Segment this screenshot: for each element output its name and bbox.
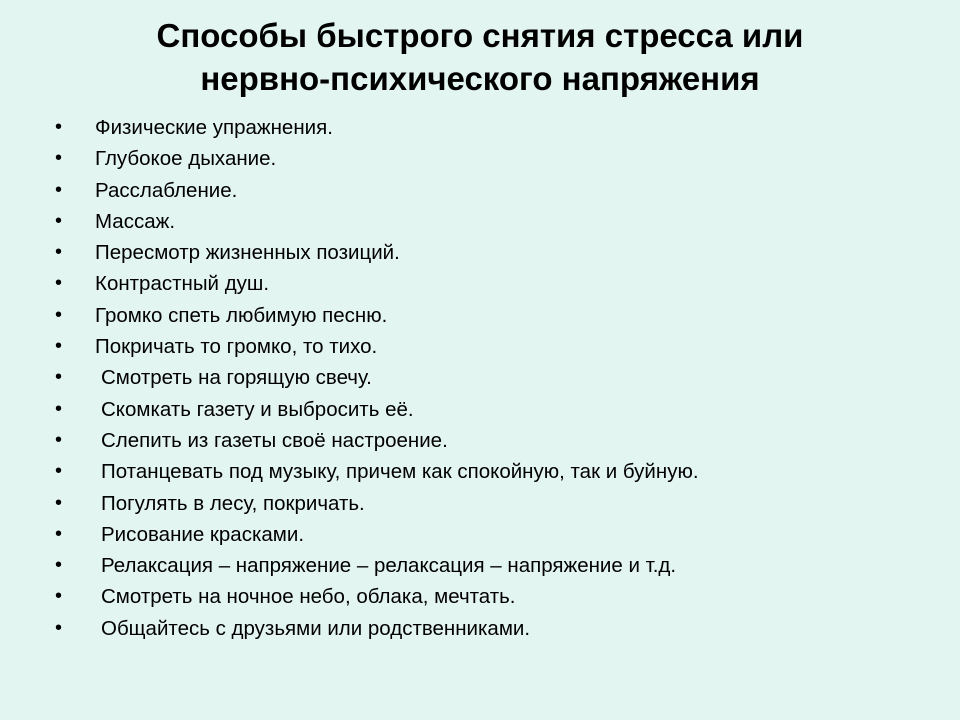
list-item: [55, 488, 935, 519]
bullet-icon: •: [55, 178, 63, 201]
bullet-icon: •: [55, 522, 63, 545]
list-item: [55, 550, 935, 581]
list-item-text: Контрастный душ.: [95, 272, 270, 296]
list-item-text: Смотреть на горящую свечу.: [101, 366, 372, 390]
bullet-icon: •: [55, 366, 63, 389]
list-item: [55, 175, 935, 206]
list-item-text: Глубокое дыхание.: [95, 147, 277, 171]
bullet-icon: •: [55, 616, 63, 639]
list-item: [55, 456, 935, 487]
list-item-text: Общайтесь с друзьями или родственниками.: [101, 616, 531, 640]
bullet-icon: •: [55, 147, 63, 170]
slide-title-line-2: нервно-психического напряжения: [200, 60, 760, 97]
slide-title: [40, 14, 920, 100]
list-item: [55, 268, 935, 299]
bullet-icon: •: [55, 116, 63, 138]
list-item-text: Слепить из газеты своё настроение.: [101, 428, 448, 452]
list-item: [55, 112, 935, 143]
bullet-icon: •: [55, 335, 63, 358]
list-item-text: Расслабление.: [95, 178, 238, 202]
list-item: [55, 331, 935, 362]
bullet-icon: •: [55, 241, 63, 264]
bullet-icon: •: [55, 209, 63, 232]
bullet-icon: •: [55, 554, 63, 577]
slide-title-line-1: Способы быстрого снятия стресса или: [156, 17, 804, 54]
list-item: [55, 613, 935, 644]
list-item-text: Погулять в лесу, покричать.: [101, 491, 365, 515]
list-item: [55, 206, 935, 237]
list-item: [55, 394, 935, 425]
list-item: [55, 425, 935, 456]
list-item: [55, 519, 935, 550]
bullet-icon: •: [55, 585, 63, 608]
bullet-icon: •: [55, 272, 63, 295]
list-item-text: Громко спеть любимую песню.: [95, 303, 388, 327]
list-item-text: Скомкать газету и выбросить её.: [101, 397, 414, 421]
list-item-text: Рисование красками.: [101, 522, 305, 546]
list-item-text: Смотреть на ночное небо, облака, мечтать.: [101, 585, 516, 609]
list-item: [55, 237, 935, 268]
list-item-text: Покричать то громко, то тихо.: [95, 335, 378, 359]
bullet-icon: •: [55, 428, 63, 451]
bullet-icon: •: [55, 491, 63, 514]
bullet-icon: •: [55, 460, 63, 483]
list-item: [55, 300, 935, 331]
list-item-text: Физические упражнения.: [95, 116, 333, 139]
list-item: [55, 362, 935, 393]
bullet-list: [55, 112, 935, 644]
list-item-text: Массаж.: [95, 209, 176, 233]
list-item: [55, 143, 935, 174]
list-item-text: Пересмотр жизненных позиций.: [95, 241, 400, 265]
list-item-text: Релаксация – напряжение – релаксация – напряжение и т.д.: [101, 554, 677, 578]
bullet-icon: •: [55, 303, 63, 326]
list-item-text: Потанцевать под музыку, причем как спокойную, так и буйную.: [101, 460, 699, 484]
bullet-icon: •: [55, 397, 63, 420]
list-item: [55, 581, 935, 612]
